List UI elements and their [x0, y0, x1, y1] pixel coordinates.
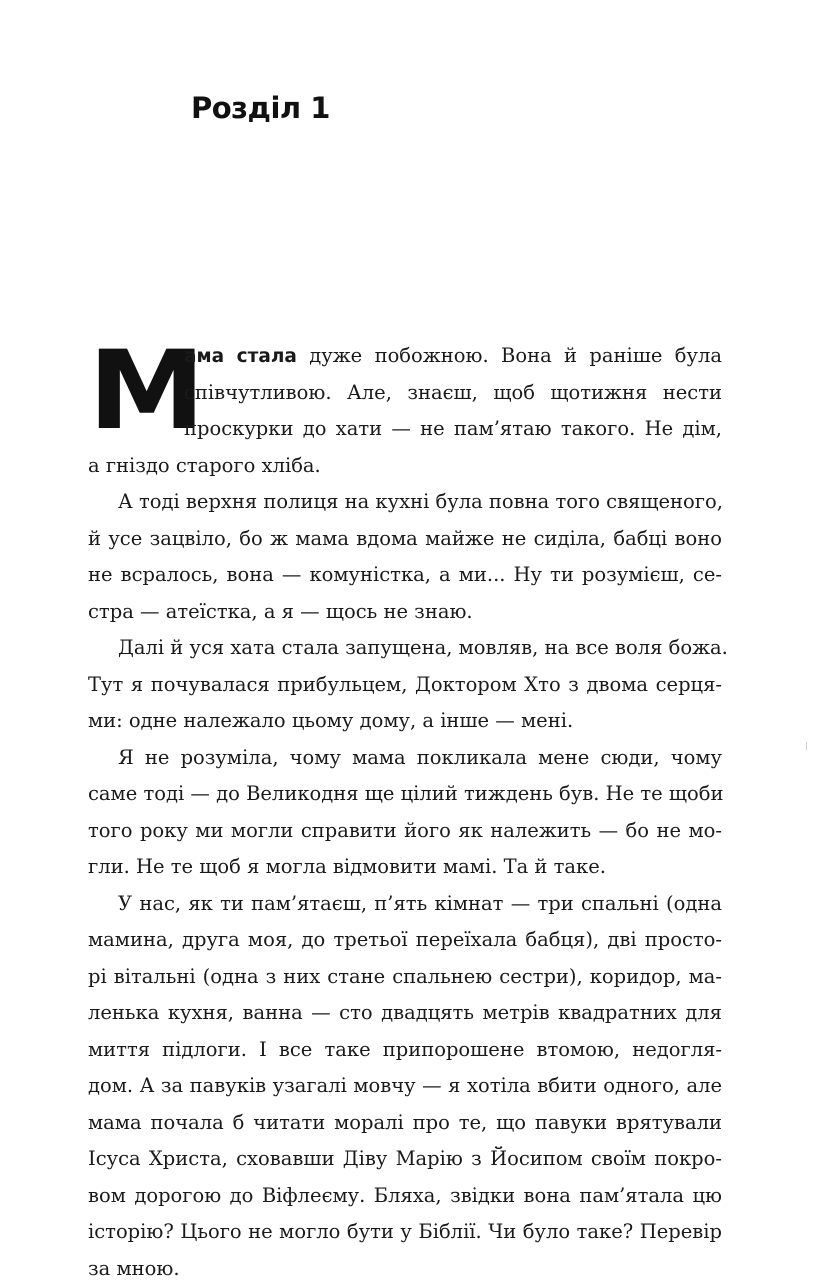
- text-line: Я не розуміла, чому мама покликала мене сюди, чому: [88, 740, 722, 777]
- text-line: дом. А за павуків узагалі мовчу — я хотіла вбити одного, але: [88, 1068, 722, 1105]
- text-line: миття підлоги. І все таке припорошене втомою, недогля-: [88, 1032, 722, 1069]
- text-line: стра — атеїстка, а я — щось не знаю.: [88, 594, 722, 631]
- text-line: рі вітальні (одна з них стане спальнею сестри), коридор, ма-: [88, 959, 722, 996]
- text-line: Тут я почувалася прибульцем, Доктором Хто з двома серця-: [88, 667, 722, 704]
- text-line: гли. Не те щоб я могла відмовити мамі. Та й таке.: [88, 849, 722, 886]
- paragraph-3: [88, 630, 722, 740]
- text-line: й усе зацвіло, бо ж мама вдома майже не сиділа, бабці воно: [88, 521, 722, 558]
- text-line: А тоді верхня полиця на кухні була повна того священого,: [88, 484, 722, 521]
- text-line: мама почала б читати моралі про те, що павуки врятували: [88, 1105, 722, 1142]
- chapter-text: [88, 338, 722, 1287]
- text-line: Ісуса Христа, сховавши Діву Марію з Йосипом своїм покро-: [88, 1141, 722, 1178]
- text-line: ама стала дуже побожною. Вона й раніше була: [88, 338, 722, 375]
- paragraph-4: [88, 740, 722, 886]
- text-line: проскурки до хати — не пам’ятаю такого. Не дім,: [88, 411, 722, 448]
- text-line: не всралось, вона — комуністка, а ми... Ну ти розумієш, се-: [88, 557, 722, 594]
- text-line: мамина, друга моя, до третьої переїхала бабця), дві просто-: [88, 922, 722, 959]
- chapter-title: Розділ 1: [191, 86, 330, 130]
- text-line: Далі й уся хата стала запущена, мовляв, на все воля божа.: [88, 630, 722, 667]
- paragraph-1: [88, 338, 722, 484]
- text-line: саме тоді — до Великодня ще цілий тиждень був. Не те щоби: [88, 776, 722, 813]
- text-line: вом дорогою до Віфлеєму. Бляха, звідки вона пам’ятала цю: [88, 1178, 722, 1215]
- scan-artifact: [806, 742, 807, 750]
- text-line: історію? Цього не могло бути у Біблії. Чи було таке? Перевір: [88, 1214, 722, 1251]
- text-line: за мною.: [88, 1251, 722, 1287]
- text-line: ми: одне належало цьому дому, а інше — мені.: [88, 703, 722, 740]
- text-line: а гніздо старого хліба.: [88, 448, 722, 485]
- paragraph-2: [88, 484, 722, 630]
- drop-cap-letter: М: [88, 346, 178, 434]
- text-line: У нас, як ти пам’ятаєш, п’ять кімнат — три спальні (одна: [88, 886, 722, 923]
- text-line: співчутливою. Але, знаєш, щоб щотижня нести: [88, 375, 722, 412]
- text-line: ленька кухня, ванна — сто двадцять метрів квадратних для: [88, 995, 722, 1032]
- text-line: того року ми могли справити його як належить — бо не мо-: [88, 813, 722, 850]
- lead-in-words: ама стала: [184, 346, 297, 367]
- paragraph-5: [88, 886, 722, 1287]
